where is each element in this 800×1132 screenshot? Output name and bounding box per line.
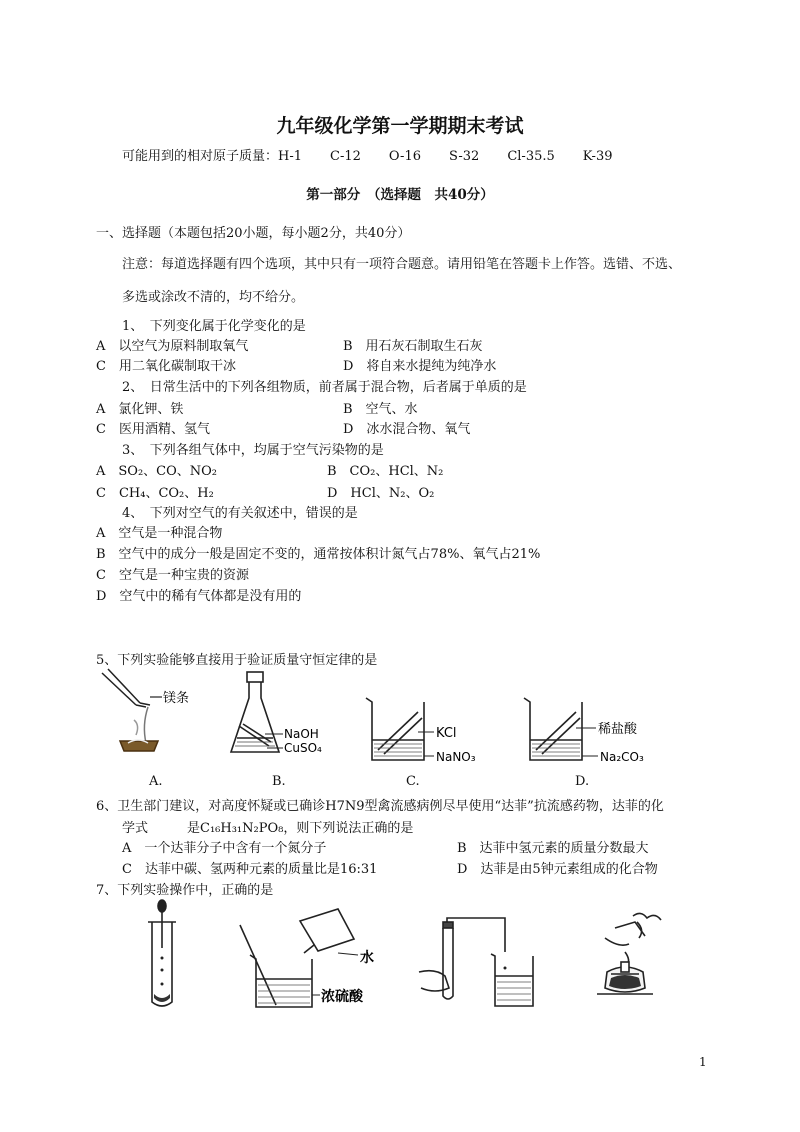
q4-stem: 4、 下列对空气的有关叙述中，错误的是 bbox=[122, 506, 358, 521]
label-cuso4: CuSO₄ bbox=[284, 741, 322, 755]
q7-figure-b bbox=[230, 905, 390, 1015]
q7-figure-a bbox=[142, 898, 182, 1013]
q5-choice-d: D. bbox=[575, 774, 590, 789]
q6-option-b: B 达菲中氢元素的质量分数最大 bbox=[457, 841, 649, 856]
label-water: 水 bbox=[360, 950, 374, 966]
q2-stem: 2、 日常生活中的下列各组物质，前者属于混合物，后者属于单质的是 bbox=[122, 380, 527, 395]
mass-cl: Cl-35.5 bbox=[507, 149, 555, 164]
q5-figure-d bbox=[520, 692, 670, 772]
label-dilute-hcl: 稀盐酸 bbox=[598, 722, 638, 737]
mass-s: S-32 bbox=[449, 149, 480, 164]
q3-option-b: B CO₂、HCl、N₂ bbox=[327, 464, 444, 479]
q6-stem-line-2: 学式 是C₁₆H₃₁N₂PO₈，则下列说法正确的是 bbox=[122, 821, 414, 836]
label-mg-strip: 镁条 bbox=[163, 691, 190, 706]
atomic-masses-line bbox=[122, 145, 640, 164]
label-naoh: NaOH bbox=[284, 727, 319, 741]
section-heading: 一、选择题（本题包括20小题，每小题2分，共40分） bbox=[96, 226, 411, 241]
q5-choice-c: C. bbox=[406, 774, 420, 789]
q6-stem-line-1: 6、卫生部门建议，对高度怀疑或已确诊H7N9型禽流感病例尽早使用“达菲”抗流感药物，达菲的化 bbox=[96, 799, 664, 814]
label-nano3: NaNO₃ bbox=[436, 750, 476, 764]
label-conc-h2so4: 浓硫酸 bbox=[321, 989, 363, 1005]
q4-option-d: D 空气中的稀有气体都是没有用的 bbox=[96, 589, 302, 604]
atomic-masses-label: 可能用到的相对原子质量： bbox=[122, 149, 279, 164]
q4-option-a: A 空气是一种混合物 bbox=[96, 526, 223, 541]
q3-option-a: A SO₂、CO、NO₂ bbox=[96, 464, 218, 479]
q2-option-c: C 医用酒精、氢气 bbox=[96, 422, 210, 437]
q2-option-d: D 冰水混合物、氧气 bbox=[343, 422, 471, 437]
page-title: 九年级化学第一学期期末考试 bbox=[276, 115, 524, 137]
q4-option-b: B 空气中的成分一般是固定不变的，通常按体积计氮气占78%、氧气占21% bbox=[96, 547, 541, 562]
q5-figure-b bbox=[225, 668, 345, 768]
q1-option-d: D 将自来水提纯为纯净水 bbox=[343, 359, 497, 374]
mass-k: K-39 bbox=[582, 149, 613, 164]
q1-option-c: C 用二氧化碳制取干冰 bbox=[96, 359, 236, 374]
q6-option-c: C 达菲中碳、氢两种元素的质量比是16:31 bbox=[122, 862, 378, 877]
mass-h: H-1 bbox=[278, 149, 303, 164]
label-na2co3: Na₂CO₃ bbox=[600, 750, 644, 764]
q3-option-d: D HCl、N₂、O₂ bbox=[327, 486, 435, 501]
note-line-2: 多选或涂改不清的，均不给分。 bbox=[122, 290, 305, 305]
page-number: 1 bbox=[699, 1055, 707, 1069]
q1-stem: 1、 下列变化属于化学变化的是 bbox=[122, 319, 306, 334]
q6-option-d: D 达菲是由5钟元素组成的化合物 bbox=[457, 862, 658, 877]
q4-option-c: C 空气是一种宝贵的资源 bbox=[96, 568, 249, 583]
q6-option-a: A 一个达菲分子中含有一个氮分子 bbox=[122, 841, 327, 856]
q7-figure-d bbox=[585, 908, 695, 1008]
q5-figure-a bbox=[96, 665, 211, 765]
q2-option-b: B 空气、水 bbox=[343, 402, 418, 417]
q2-option-a: A 氯化钾、铁 bbox=[96, 402, 184, 417]
q5-stem: 5、下列实验能够直接用于验证质量守恒定律的是 bbox=[96, 653, 378, 668]
q5-choice-b: B. bbox=[272, 774, 286, 789]
q1-option-a: A 以空气为原料制取氧气 bbox=[96, 339, 249, 354]
q1-option-b: B 用石灰石制取生石灰 bbox=[343, 339, 483, 354]
q5-choice-a: A. bbox=[149, 774, 163, 789]
mass-c: C-12 bbox=[330, 149, 361, 164]
label-kcl: KCl bbox=[436, 726, 457, 741]
q3-option-c: C CH₄、CO₂、H₂ bbox=[96, 486, 214, 501]
note-line-1: 注意：每道选择题有四个选项，其中只有一项符合题意。请用铅笔在答题卡上作答。选错、不选、 bbox=[122, 257, 682, 272]
q7-figure-c bbox=[415, 912, 545, 1012]
q7-stem: 7、下列实验操作中，正确的是 bbox=[96, 883, 274, 898]
mass-o: O-16 bbox=[388, 149, 421, 164]
q3-stem: 3、 下列各组气体中，均属于空气污染物的是 bbox=[122, 443, 384, 458]
q5-figure-c bbox=[362, 692, 497, 772]
part-title: 第一部分 （选择题 共40分） bbox=[306, 187, 494, 203]
